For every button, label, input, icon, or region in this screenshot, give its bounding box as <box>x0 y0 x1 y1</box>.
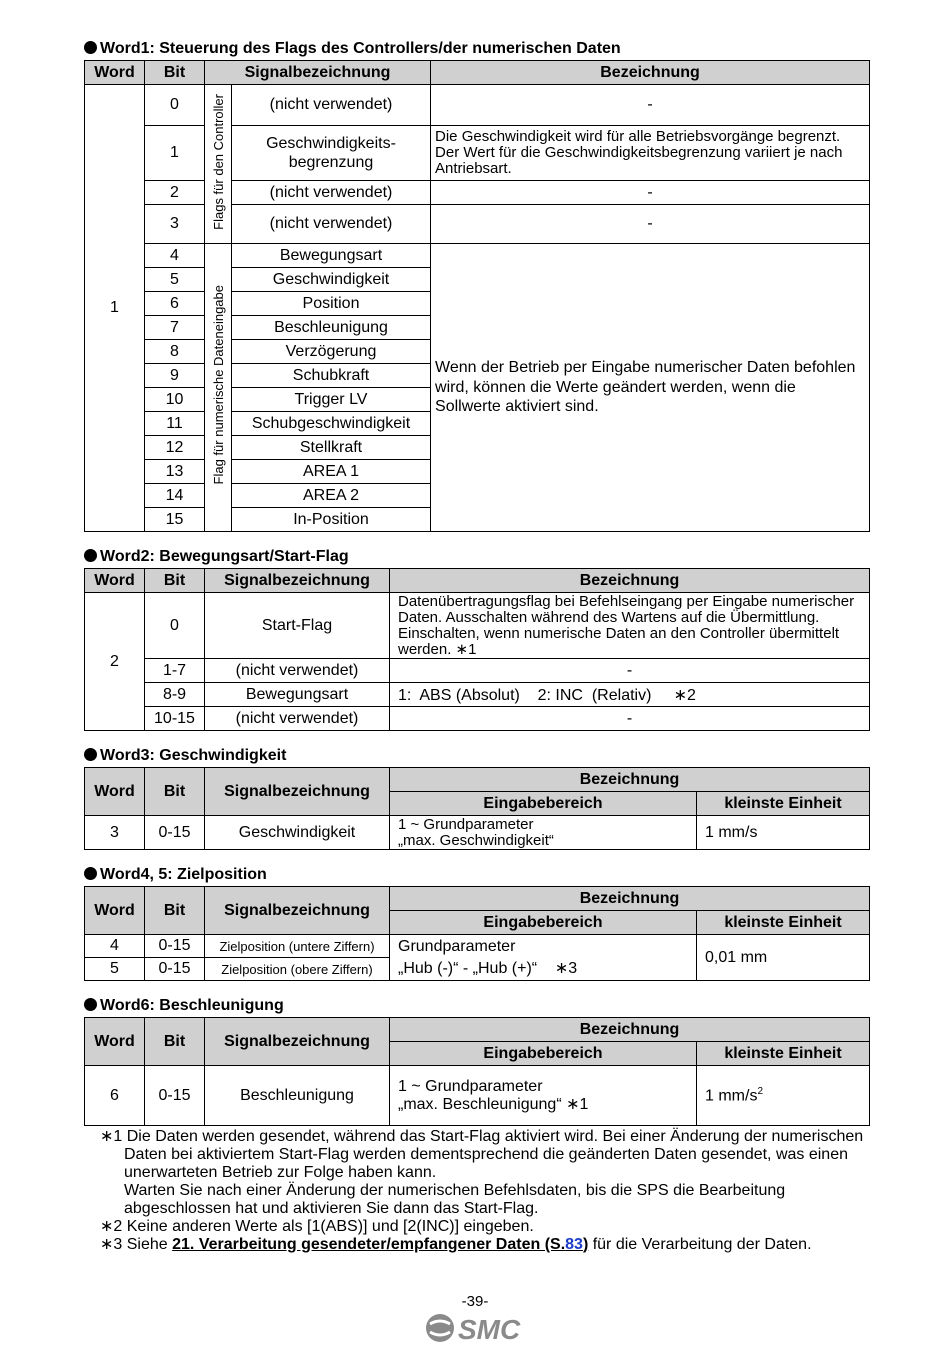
word2-table <box>84 568 870 731</box>
word2-title: Word2: Bewegungsart/Start-Flag <box>84 546 869 568</box>
signal-cell: (nicht verwendet) <box>232 85 431 126</box>
table-row <box>85 85 870 126</box>
desc-cell: Die Geschwindigkeit wird für alle Betriebsvorgänge begrenzt. Der Wert für die Geschwindigkeitsbegrenzung variiert je nach Antriebsart. <box>431 126 870 181</box>
page-number: -39- <box>461 1293 489 1310</box>
signal-cell: Schubkraft <box>232 364 431 388</box>
bit-cell: 0 <box>145 593 205 659</box>
signal-cell: Beschleunigung <box>232 316 431 340</box>
bit-cell: 0-15 <box>145 935 205 958</box>
range-cell: 1 ~ Grundparameter „max. Geschwindigkeit“ <box>390 816 697 850</box>
bit-cell: 1-7 <box>145 659 205 683</box>
header-description: Bezeichnung <box>390 1018 870 1042</box>
signal-cell: In-Position <box>232 508 431 532</box>
table-row <box>85 126 870 181</box>
header-bit: Bit <box>145 1018 205 1066</box>
signal-cell: Geschwindigkeit <box>232 268 431 292</box>
signal-cell: Schubgeschwindigkeit <box>232 412 431 436</box>
signal-cell: Trigger LV <box>232 388 431 412</box>
bit-cell: 10-15 <box>145 707 205 731</box>
bit-cell: 10 <box>145 388 205 412</box>
header-description: Bezeichnung <box>390 768 870 792</box>
bit-cell: 9 <box>145 364 205 388</box>
desc-cell: Datenübertragungsflag bei Befehlseingang per Eingabe numerischer Daten. Ausschalten während des Wartens auf die Übermittlung. Einschalten, wenn numerische Daten an den Controller übermittelt werden. ∗1 <box>390 593 870 659</box>
signal-cell: Stellkraft <box>232 436 431 460</box>
footnote-3: ∗3 Siehe 21. Verarbeitung gesendeter/empfangener Daten (S.83) für die Verarbeitung der Daten. <box>100 1236 812 1253</box>
bit-cell: 7 <box>145 316 205 340</box>
header-word: Word <box>85 1018 145 1066</box>
header-bit: Bit <box>145 768 205 816</box>
desc-cell: - <box>431 205 870 244</box>
bullet-icon <box>84 748 97 761</box>
group-label-controller: Flags für den Controller <box>205 85 232 244</box>
bit-cell: 1 <box>145 126 205 181</box>
desc-cell: - <box>431 85 870 126</box>
table-row <box>85 707 870 731</box>
signal-cell: Bewegungsart <box>205 683 390 707</box>
signal-cell: (nicht verwendet) <box>205 707 390 731</box>
desc-cell: - <box>431 181 870 205</box>
header-smallest-unit: kleinste Einheit <box>697 792 870 816</box>
desc-cell: Wenn der Betrieb per Eingabe numerischer Daten befohlen wird, können die Werte geändert werden, wenn die Sollwerte aktiviert sind. <box>431 244 870 532</box>
word3-table <box>84 767 870 850</box>
signal-cell: Bewegungsart <box>232 244 431 268</box>
bit-cell: 0-15 <box>145 1066 205 1126</box>
header-signal: Signalbezeichnung <box>205 887 390 935</box>
word3-title: Word3: Geschwindigkeit <box>84 745 869 767</box>
bullet-icon <box>84 549 97 562</box>
bullet-icon <box>84 41 97 54</box>
unit-cell: 1 mm/s <box>697 816 870 850</box>
signal-cell: Position <box>232 292 431 316</box>
table-header-row <box>85 768 870 792</box>
range-cell: 1 ~ Grundparameter „max. Beschleunigung“ ∗1 <box>390 1066 697 1126</box>
unit-cell: 1 $mm/s^2$ <box>697 1066 870 1126</box>
group-label-numeric: Flag für numerische Dateneingabe <box>205 244 232 532</box>
table-row <box>85 181 870 205</box>
smc-logo-icon <box>424 1312 530 1344</box>
header-input-range: Eingabebereich <box>390 911 697 935</box>
header-smallest-unit: kleinste Einheit <box>697 911 870 935</box>
word-number: 2 <box>85 593 145 731</box>
word45-title: Word4, 5: Zielposition <box>84 864 869 886</box>
header-smallest-unit: kleinste Einheit <box>697 1042 870 1066</box>
table-row <box>85 659 870 683</box>
header-description: Bezeichnung <box>431 61 870 85</box>
bit-cell: 0-15 <box>145 958 205 981</box>
signal-cell: Start-Flag <box>205 593 390 659</box>
table-row <box>85 816 870 850</box>
signal-cell: Zielposition (obere Ziffern) <box>205 958 390 981</box>
word-number: 6 <box>85 1066 145 1126</box>
bit-cell: 3 <box>145 205 205 244</box>
header-bit: Bit <box>145 887 205 935</box>
header-word: Word <box>85 61 145 85</box>
bit-cell: 5 <box>145 268 205 292</box>
word1-table <box>84 60 870 532</box>
header-bit: Bit <box>145 61 205 85</box>
table-row <box>85 593 870 659</box>
header-signal: Signalbezeichnung <box>205 768 390 816</box>
bit-cell: 13 <box>145 460 205 484</box>
bit-cell: 2 <box>145 181 205 205</box>
word45-table <box>84 886 870 981</box>
bit-cell: 0-15 <box>145 816 205 850</box>
table-row <box>85 683 870 707</box>
signal-cell: Zielposition (untere Ziffern) <box>205 935 390 958</box>
table-header-row <box>85 569 870 593</box>
header-word: Word <box>85 887 145 935</box>
header-description: Bezeichnung <box>390 569 870 593</box>
signal-cell: Geschwindigkeit <box>205 816 390 850</box>
table-header-row <box>85 1018 870 1042</box>
table-row <box>85 205 870 244</box>
table-row <box>85 935 870 958</box>
table-header-row <box>85 887 870 911</box>
table-row <box>85 244 870 268</box>
bit-cell: 14 <box>145 484 205 508</box>
desc-cell: - <box>390 659 870 683</box>
bit-cell: 12 <box>145 436 205 460</box>
bit-cell: 8 <box>145 340 205 364</box>
unit-cell: 0,01 mm <box>697 935 870 981</box>
word1-title: Word1: Steuerung des Flags des Controllers/der numerischen Daten <box>84 38 869 60</box>
bit-cell: 11 <box>145 412 205 436</box>
bullet-icon <box>84 867 97 880</box>
word-number: 4 <box>85 935 145 958</box>
range-cell: Grundparameter „Hub (-)“ - „Hub (+)“ ∗3 <box>390 935 697 981</box>
bit-cell: 4 <box>145 244 205 268</box>
header-word: Word <box>85 569 145 593</box>
header-description: Bezeichnung <box>390 887 870 911</box>
signal-cell: Beschleunigung <box>205 1066 390 1126</box>
bit-cell: 8-9 <box>145 683 205 707</box>
word-number: 1 <box>85 85 145 532</box>
word-number: 3 <box>85 816 145 850</box>
signal-cell: Verzögerung <box>232 340 431 364</box>
signal-cell: Geschwindigkeits-begrenzung <box>232 126 431 181</box>
header-signal: Signalbezeichnung <box>205 1018 390 1066</box>
header-input-range: Eingabebereich <box>390 1042 697 1066</box>
desc-cell: 1: ABS (Absolut) 2: INC (Relativ) ∗2 <box>390 683 870 707</box>
signal-cell: AREA 2 <box>232 484 431 508</box>
word-number: 5 <box>85 958 145 981</box>
bit-cell: 15 <box>145 508 205 532</box>
bit-cell: 6 <box>145 292 205 316</box>
bullet-icon <box>84 998 97 1011</box>
svg-text:SMC: SMC <box>458 1314 521 1344</box>
signal-cell: (nicht verwendet) <box>205 659 390 683</box>
word6-table <box>84 1017 870 1126</box>
signal-cell: AREA 1 <box>232 460 431 484</box>
header-signal: Signalbezeichnung <box>205 569 390 593</box>
section-reference-link[interactable]: 21. Verarbeitung gesendeter/empfangener Daten (S.83) <box>172 1236 589 1253</box>
signal-cell: (nicht verwendet) <box>232 181 431 205</box>
header-signal: Signalbezeichnung <box>205 61 431 85</box>
desc-cell: - <box>390 707 870 731</box>
bit-cell: 0 <box>145 85 205 126</box>
footnote-2: ∗2 Keine anderen Werte als [1(ABS)] und [2(INC)] eingeben. <box>100 1218 534 1235</box>
header-word: Word <box>85 768 145 816</box>
header-bit: Bit <box>145 569 205 593</box>
footnotes <box>84 1128 869 1254</box>
word6-title: Word6: Beschleunigung <box>84 995 869 1017</box>
signal-cell: (nicht verwendet) <box>232 205 431 244</box>
header-input-range: Eingabebereich <box>390 792 697 816</box>
table-header-row <box>85 61 870 85</box>
table-row <box>85 1066 870 1126</box>
footnote-1: ∗1 Die Daten werden gesendet, während das Start-Flag aktiviert wird. Bei einer Änderung der numerischen Daten bei aktiviertem Start-Flag werden dementsprechend die geänderten Daten gesendet, was einen unerwarteten Betrieb zur Folge haben kann. <box>100 1128 864 1181</box>
footnote-1-continued: Warten Sie nach einer Änderung der numerischen Befehlsdaten, bis die SPS die Bearbeitung abgeschlossen hat und aktivieren Sie dann das Start-Flag. <box>124 1182 786 1217</box>
